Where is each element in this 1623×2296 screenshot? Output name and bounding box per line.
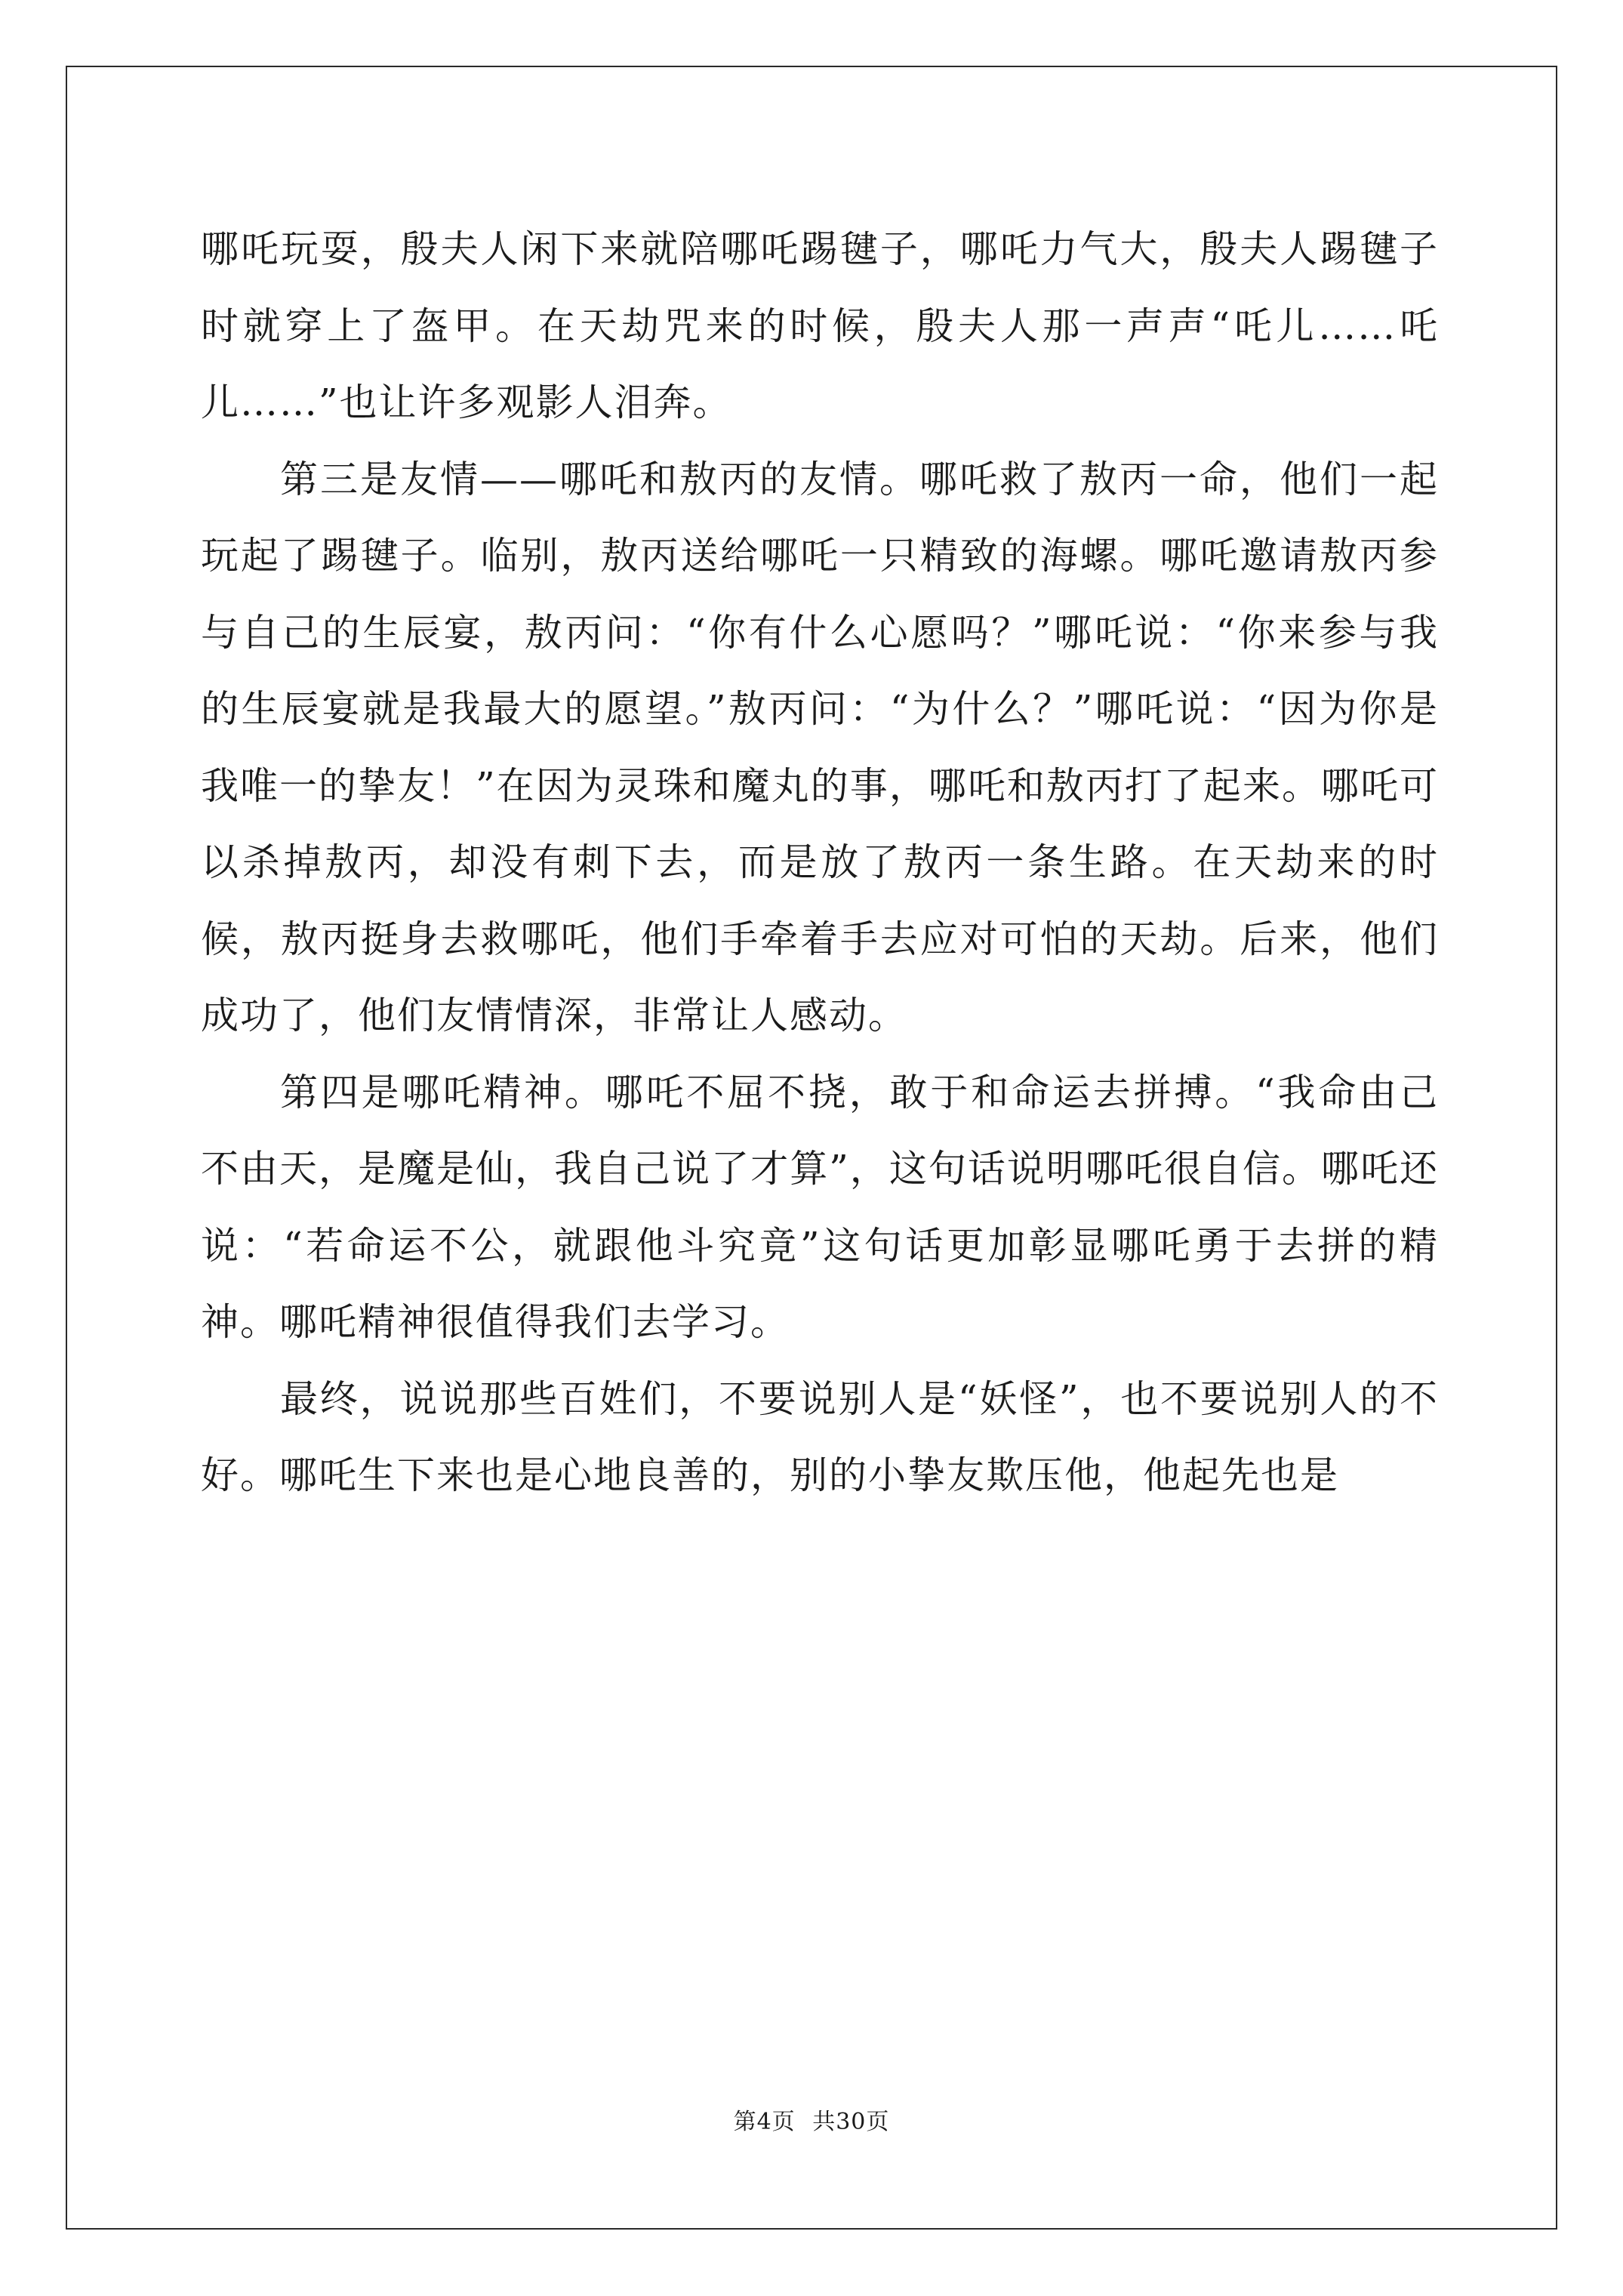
paragraph-1: 哪吒玩耍，殷夫人闲下来就陪哪吒踢毽子，哪吒力气大，殷夫人踢毽子时就穿上了盔甲。在天劫咒来的时候，殷夫人那一声声“吒儿……吒儿……”也让许多观影人泪奔。: [201, 227, 1439, 424]
paragraph-2: 第三是友情——哪吒和敖丙的友情。哪吒救了敖丙一命，他们一起玩起了踢毽子。临别，敖丙送给哪吒一只精致的海螺。哪吒邀请敖丙参与自己的生辰宴，敖丙问：“你有什么心愿吗？”哪吒说：“你来参与我的生辰宴就是我最大的愿望。”敖丙问：“为什么？”哪吒说：“因为你是我唯一的挚友！”在因为灵珠和魔丸的事，哪吒和敖丙打了起来。哪吒可以杀掉敖丙，却没有刺下去，而是放了敖丙一条生路。在天劫来的时候，敖丙挺身去救哪吒，他们手牵着手去应对可怕的天劫。后来，他们成功了，他们友情情深，非常让人感动。: [201, 457, 1439, 1037]
page-total: 共30页: [812, 2109, 890, 2135]
page-footer: [0, 2103, 1623, 2136]
document-body: [201, 211, 1439, 1515]
paragraph-3: 第四是哪吒精神。哪吒不屈不挠，敢于和命运去拼搏。“我命由己不由天，是魔是仙，我自己说了才算”，这句话说明哪吒很自信。哪吒还说：“若命运不公，就跟他斗究竟”这句话更加彰显哪吒勇于去拼的精神。哪吒精神很值得我们去学习。: [201, 1070, 1439, 1344]
paragraph-4: 最终，说说那些百姓们，不要说别人是“妖怪”，也不要说别人的不好。哪吒生下来也是心地良善的，别的小挚友欺压他，他起先也是: [201, 1376, 1439, 1497]
page-number: 第4页: [733, 2109, 796, 2135]
